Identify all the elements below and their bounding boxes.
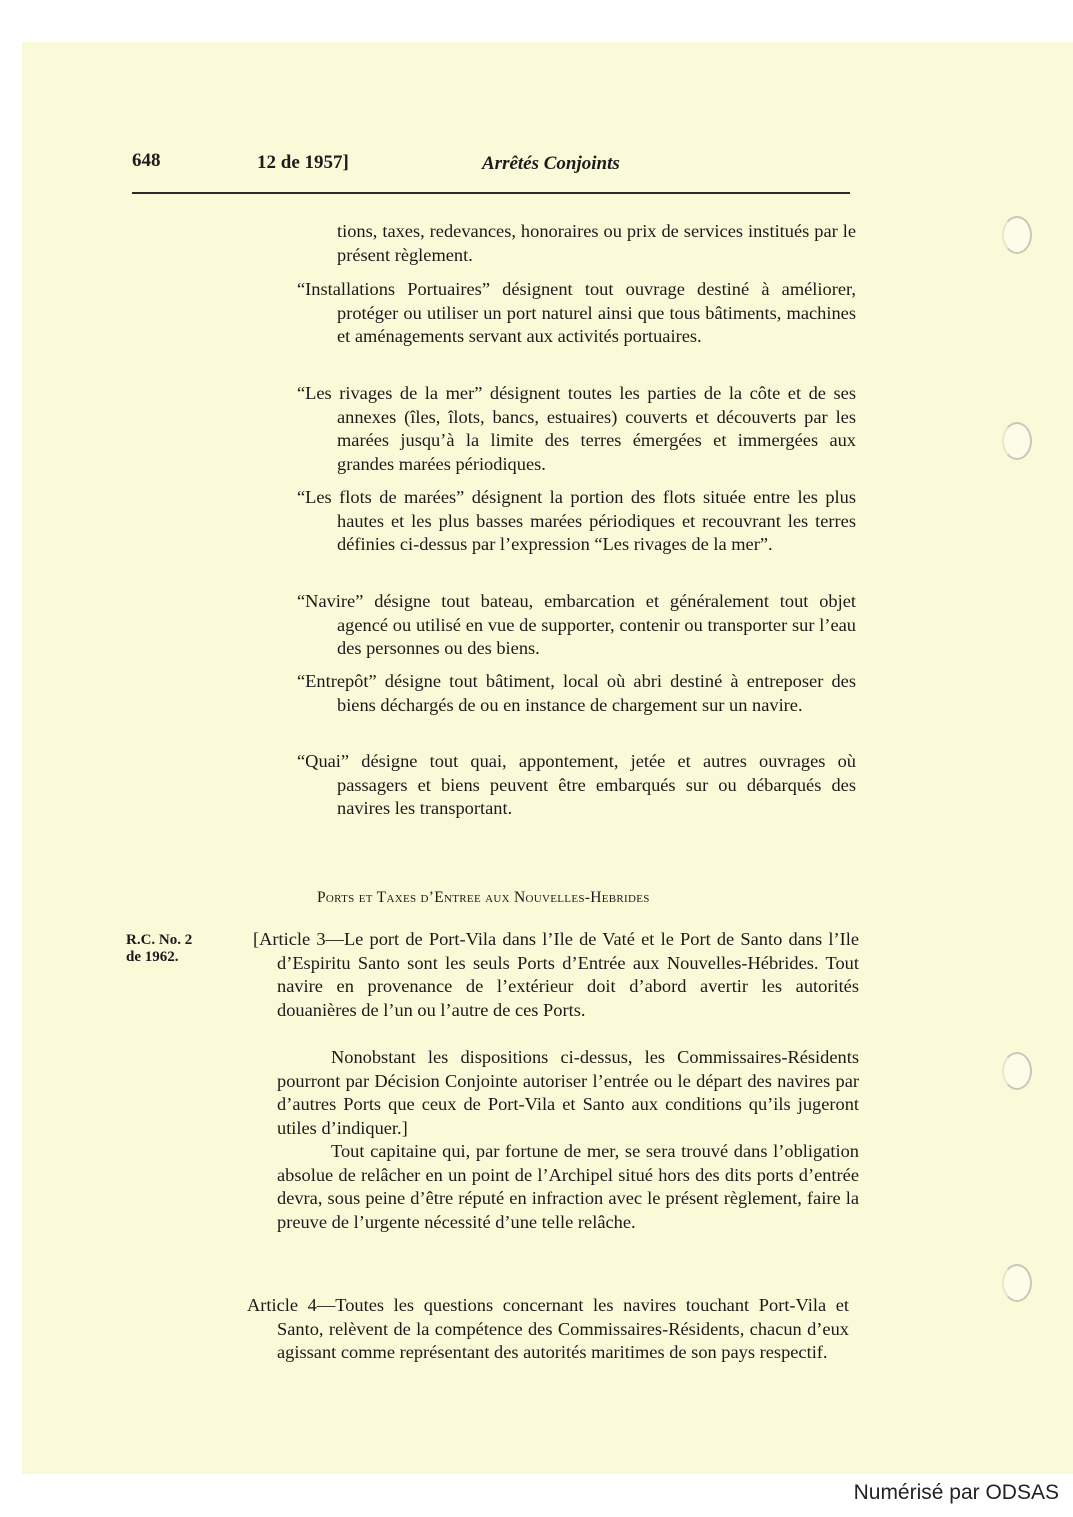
- digitization-credit: Numérisé par ODSAS: [853, 1481, 1059, 1504]
- article-4: Article 4—Toutes les questions concernant les navires touchant Port-Vila et Santo, relèvent de la compétence des Commissaires-Résidents, chacun d’eux agissant comme représentant des autorités maritimes de son pays respectif.: [247, 1295, 849, 1362]
- definition-navire: “Navire” désigne tout bateau, embarcation et généralement tout objet agencé ou utilisé en vue de supporter, contenir ou transporter sur l’eau des personnes ou des biens.: [297, 591, 856, 658]
- binder-hole: [1002, 1052, 1032, 1090]
- definition-entrepot: “Entrepôt” désigne tout bâtiment, local où abri destiné à entreposer des biens déchargés de ou en instance de chargement sur un navire.: [297, 671, 856, 715]
- article-3-paragraph-3: Tout capitaine qui, par fortune de mer, se sera trouvé dans l’obligation absolue de relâcher en un point de l’Archipel situé hors des dits ports d’entrée devra, sous peine d’être réputé en infraction avec le présent règlement, faire la preuve de l’urgente nécessité d’une telle relâche.: [277, 1141, 859, 1232]
- margin-note-line-2: de 1962.: [126, 949, 179, 965]
- binder-hole: [1002, 216, 1032, 254]
- margin-note-line-1: R.C. No. 2: [126, 932, 193, 948]
- article-3-paragraph-2: Nonobstant les dispositions ci-dessus, les Commissaires-Résidents pourront par Décision Conjointe autoriser l’entrée ou le départ des navires par d’autres Ports que ceux de Port-Vila et Santo aux conditions qu’ils jugeront utiles d’indiquer.]: [277, 1047, 859, 1138]
- binder-hole: [1002, 1264, 1032, 1302]
- page-header-title: Arrêtés Conjoints: [482, 153, 620, 174]
- definition-quai: “Quai” désigne tout quai, appontement, jetée et autres ouvrages où passagers et biens peuvent être embarqués sur ou débarqués des navires les transportant.: [297, 751, 856, 818]
- header-rule: [132, 192, 850, 194]
- scanned-page: [22, 42, 1073, 1474]
- page-header-year: 12 de 1957]: [257, 152, 349, 173]
- definition-rivages-de-la-mer: “Les rivages de la mer” désignent toutes les parties de la côte et de ses annexes (îles, îlots, bancs, estuaires) couverts et découverts par les marées jusqu’à la limite des terres émergées et immergées aux grandes marées périodiques.: [297, 383, 856, 474]
- margin-note: [126, 932, 192, 966]
- page-number: 648: [132, 150, 161, 171]
- definition-installations-portuaires: “Installations Portuaires” désignent tout ouvrage destiné à améliorer, protéger ou utiliser un port naturel ainsi que tous bâtiments, machines et aménagements servant aux activités portuaires.: [297, 279, 856, 346]
- binder-hole: [1002, 422, 1032, 460]
- section-heading: Ports et Taxes d’Entree aux Nouvelles-Hebrides: [317, 889, 650, 906]
- definition-continuation: tions, taxes, redevances, honoraires ou prix de services institués par le présent règlement.: [337, 221, 856, 265]
- definition-flots-de-marees: “Les flots de marées” désignent la portion des flots située entre les plus hautes et les plus basses marées périodiques et recouvrant les terres définies ci-dessus par l’expression “Les rivages de la mer”.: [297, 487, 856, 554]
- article-3-paragraph-1: [Article 3—Le port de Port-Vila dans l’Ile de Vaté et le Port de Santo dans l’Ile d’Espiritu Santo sont les seuls Ports d’Entrée aux Nouvelles-Hébrides. Tout navire en provenance de l’extérieur doit d’abord avertir les autorités douanières de l’un ou l’autre de ces Ports.: [253, 929, 859, 1020]
